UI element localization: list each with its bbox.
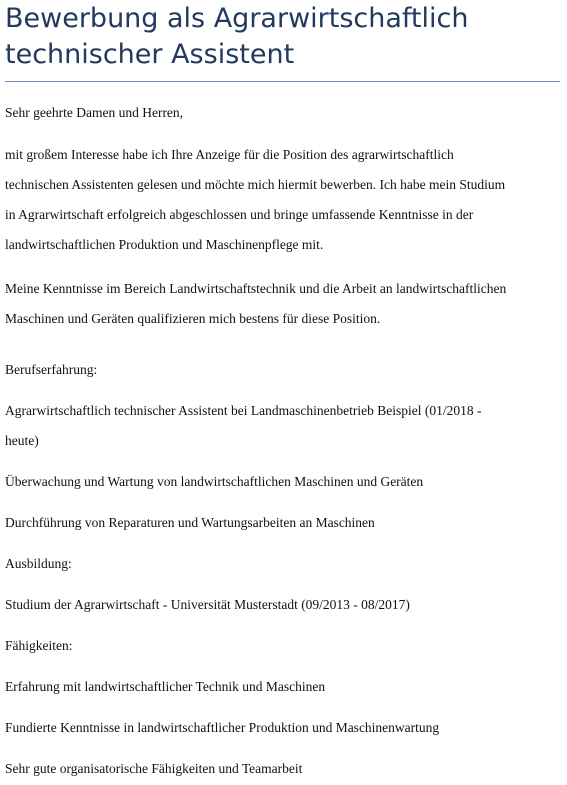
education-item: Studium der Agrarwirtschaft - Universität Musterstadt (09/2013 - 08/2017) [5,597,410,612]
document-title [5,0,560,73]
intro-line: landwirtschaftlichen Produktion und Maschinenpflege mit. [5,237,324,252]
title-line-1: Bewerbung als Agrarwirtschaftlich [5,3,469,34]
salutation: Sehr geehrte Damen und Herren, [5,105,184,120]
title-divider [5,81,560,82]
ability-item: Fundierte Kenntnisse in landwirtschaftlicher Produktion und Maschinenwartung [5,720,440,735]
intro-line: technischen Assistenten gelesen und möchte mich hiermit bewerben. Ich habe mein Studium [5,177,506,192]
abilities-heading: Fähigkeiten: [5,638,73,653]
ability-item: Sehr gute organisatorische Fähigkeiten und Teamarbeit [5,761,303,776]
intro-line: mit großem Interesse habe ich Ihre Anzeige für die Position des agrarwirtschaftlich [5,147,454,162]
experience-task: Durchführung von Reparaturen und Wartungsarbeiten an Maschinen [5,515,375,530]
experience-heading: Berufserfahrung: [5,362,98,377]
qualification-paragraph [5,274,560,334]
intro-paragraph [5,140,560,260]
title-line-2: technischer Assistent [5,39,295,70]
intro-line: in Agrarwirtschaft erfolgreich abgeschlossen und bringe umfassende Kenntnisse in der [5,207,474,222]
qualification-line: Maschinen und Geräten qualifizieren mich bestens für diese Position. [5,311,381,326]
qualification-line: Meine Kenntnisse im Bereich Landwirtschaftstechnik und die Arbeit an landwirtschaftlichen [5,281,507,296]
experience-role-line-2: heute) [5,433,39,448]
experience-task: Überwachung und Wartung von landwirtschaftlichen Maschinen und Geräten [5,474,424,489]
ability-item: Erfahrung mit landwirtschaftlicher Technik und Maschinen [5,679,326,694]
experience-role-line-1: Agrarwirtschaftlich technischer Assistent bei Landmaschinenbetrieb Beispiel (01/2018 - [5,403,482,418]
education-heading: Ausbildung: [5,556,72,571]
